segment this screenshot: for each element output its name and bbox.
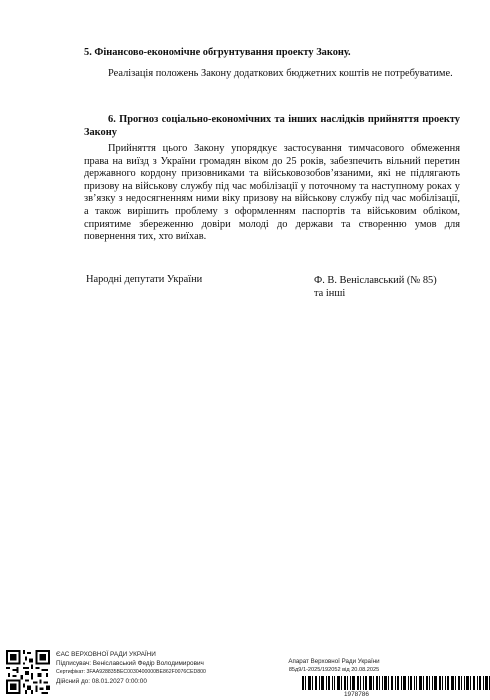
section-6-heading: 6. Прогноз соціально-економічних та інших наслідків прийняття проекту Закону <box>84 114 460 138</box>
e-signature-block <box>56 650 206 686</box>
signature-others-line: та інші <box>314 288 346 299</box>
registration-stamp <box>266 658 402 674</box>
signature-name <box>314 274 437 300</box>
document-footer <box>0 644 490 700</box>
section-5-heading: 5. Фінансово-економічне обгрунтування проекту Закону. <box>84 47 351 58</box>
registration-office: Апарат Верховної Ради України <box>288 658 380 665</box>
ecs-title: ЄАС ВЕРХОВНОЇ РАДИ УКРАЇНИ <box>56 651 156 658</box>
signature-name-line: Ф. В. Веніславський (№ 85) <box>314 275 437 286</box>
barcode-number: 1978786 <box>344 691 369 698</box>
qr-code-icon <box>6 650 50 694</box>
section-6-paragraph: Прийняття цього Закону упорядкує застосування тимчасового обмеження права на виїзд з України громадян віком до 25 років, забезпечить вільний перетин державного кордону призовниками та військовозобов’язаними, які не підлягають призову на військову службу під час мобілізації у поточному та наступному роках у зв’язку з недосягненням ними віку призову на військову службу під час мобілізації, а також вирішить проблему з оформленням паспортів та військовим обліком, сприятиме збереженню довіри молоді до держави та створенню умов для повернення тих, хто виїхав. <box>84 143 460 243</box>
ecs-certificate: Сертифікат: 3FAA928835BEC0030400000BE862F0076CED800 <box>56 669 206 675</box>
registration-number: 85д9/1-2025/192052 від 20.08.2025 <box>288 667 380 673</box>
ecs-valid-until: Дійсний до: 08.01.2027 0:00:00 <box>56 678 147 685</box>
ecs-signer: Підписувач: Веніславський Федір Володимирович <box>56 660 204 667</box>
section-5-paragraph: Реалізація положень Закону додаткових бюджетних коштів не потребуватиме. <box>108 68 453 79</box>
signature-title: Народні депутати України <box>86 274 203 285</box>
barcode-icon <box>302 676 490 690</box>
